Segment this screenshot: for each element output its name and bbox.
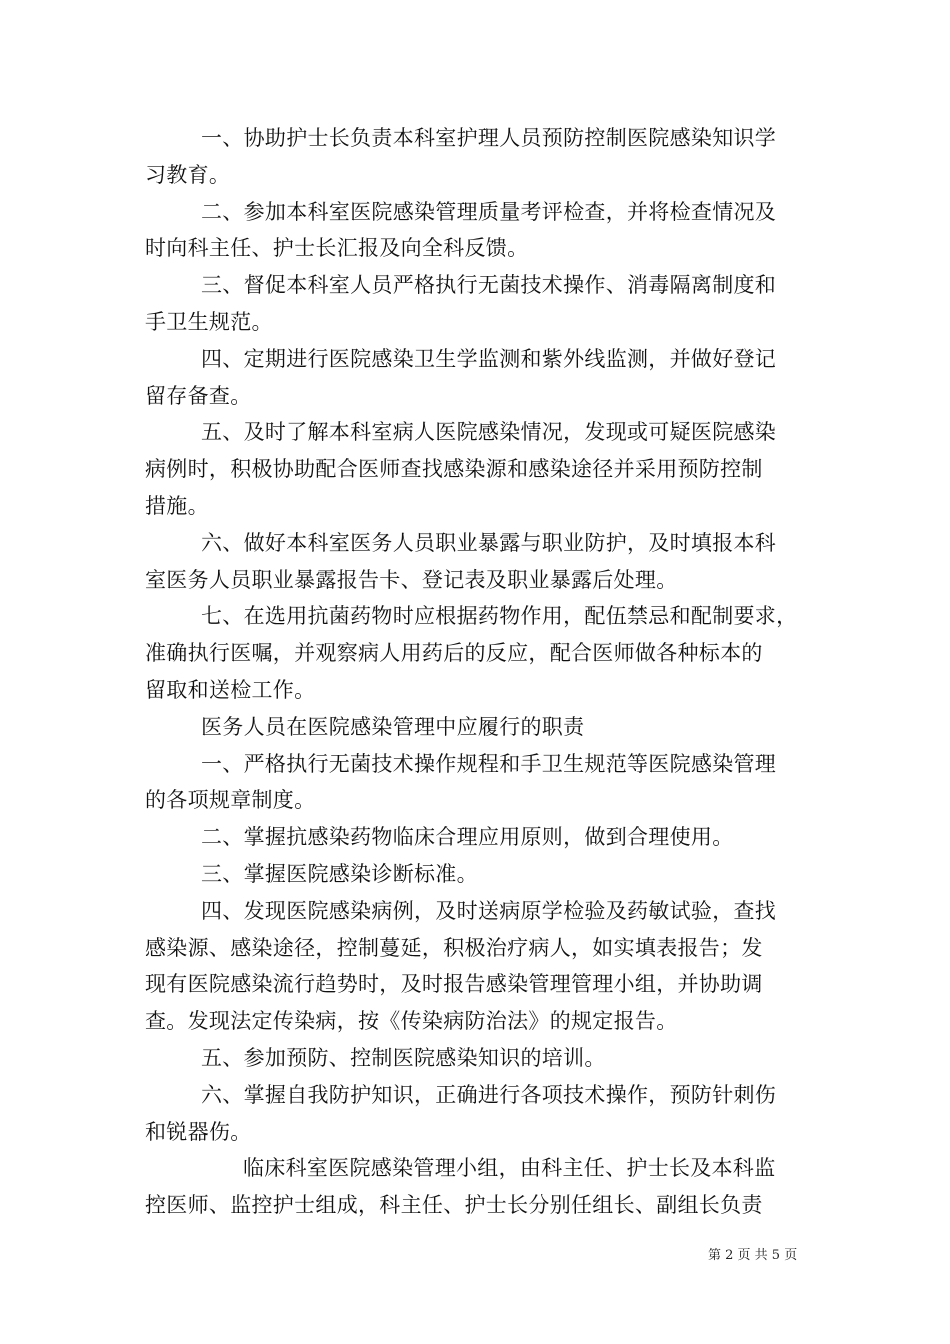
- page-number-footer: 第 2 页 共 5 页: [708, 1248, 798, 1263]
- paragraph-line: 四、定期进行医院感染卫生学监测和紫外线监测，并做好登记: [201, 346, 777, 371]
- paragraph-line: 控医师、监控护士组成，科主任、护士长分别任组长、副组长负责: [145, 1193, 763, 1218]
- paragraph-line: 室医务人员职业暴露报告卡、登记表及职业暴露后处理。: [145, 567, 678, 592]
- paragraph-line: 留取和送检工作。: [145, 677, 316, 702]
- paragraph-line: 时向科主任、护士长汇报及向全科反馈。: [145, 236, 529, 261]
- paragraph-line: 一、严格执行无菌技术操作规程和手卫生规范等医院感染管理: [201, 751, 777, 776]
- paragraph-line: 病例时，积极协助配合医师查找感染源和感染途径并采用预防控制: [145, 457, 763, 482]
- paragraph-line: 现有医院感染流行趋势时，及时报告感染管理管理小组，并协助调: [145, 972, 763, 997]
- section-heading: 医务人员在医院感染管理中应履行的职责: [201, 714, 585, 739]
- paragraph-line: 四、发现医院感染病例，及时送病原学检验及药敏试验，查找: [201, 898, 777, 923]
- paragraph-line: 五、参加预防、控制医院感染知识的培训。: [201, 1045, 606, 1070]
- paragraph-line: 三、掌握医院感染诊断标准。: [201, 861, 478, 886]
- paragraph-line: 习教育。: [145, 162, 231, 187]
- paragraph-line: 手卫生规范。: [145, 309, 273, 334]
- paragraph-line: 六、做好本科室医务人员职业暴露与职业防护，及时填报本科: [201, 530, 777, 555]
- paragraph-line: 临床科室医院感染管理小组，由科主任、护士长及本科监: [243, 1156, 776, 1181]
- paragraph-line: 留存备查。: [145, 383, 252, 408]
- paragraph-line: 二、参加本科室医院感染管理质量考评检查，并将检查情况及: [201, 199, 777, 224]
- paragraph-line: 三、督促本科室人员严格执行无菌技术操作、消毒隔离制度和: [201, 273, 777, 298]
- paragraph-line: 和锐器伤。: [145, 1119, 252, 1144]
- paragraph-line: 查。发现法定传染病，按《传染病防治法》的规定报告。: [145, 1009, 678, 1034]
- paragraph-line: 二、掌握抗感染药物临床合理应用原则，做到合理使用。: [201, 825, 734, 850]
- paragraph-line: 感染源、感染途径，控制蔓延，积极治疗病人，如实填表报告；发: [145, 935, 763, 960]
- paragraph-line: 的各项规章制度。: [145, 788, 316, 813]
- paragraph-line: 一、协助护士长负责本科室护理人员预防控制医院感染知识学: [201, 126, 777, 150]
- paragraph-line: 措施。: [145, 493, 209, 518]
- paragraph-line: 准确执行医嘱，并观察病人用药后的反应，配合医师做各种标本的: [145, 641, 763, 666]
- paragraph-line: 六、掌握自我防护知识，正确进行各项技术操作，预防针刺伤: [201, 1082, 777, 1107]
- paragraph-line: 七、在选用抗菌药物时应根据药物作用，配伍禁忌和配制要求，: [201, 604, 798, 629]
- paragraph-line: 五、及时了解本科室病人医院感染情况，发现或可疑医院感染: [201, 420, 777, 445]
- document-body: [145, 120, 810, 1224]
